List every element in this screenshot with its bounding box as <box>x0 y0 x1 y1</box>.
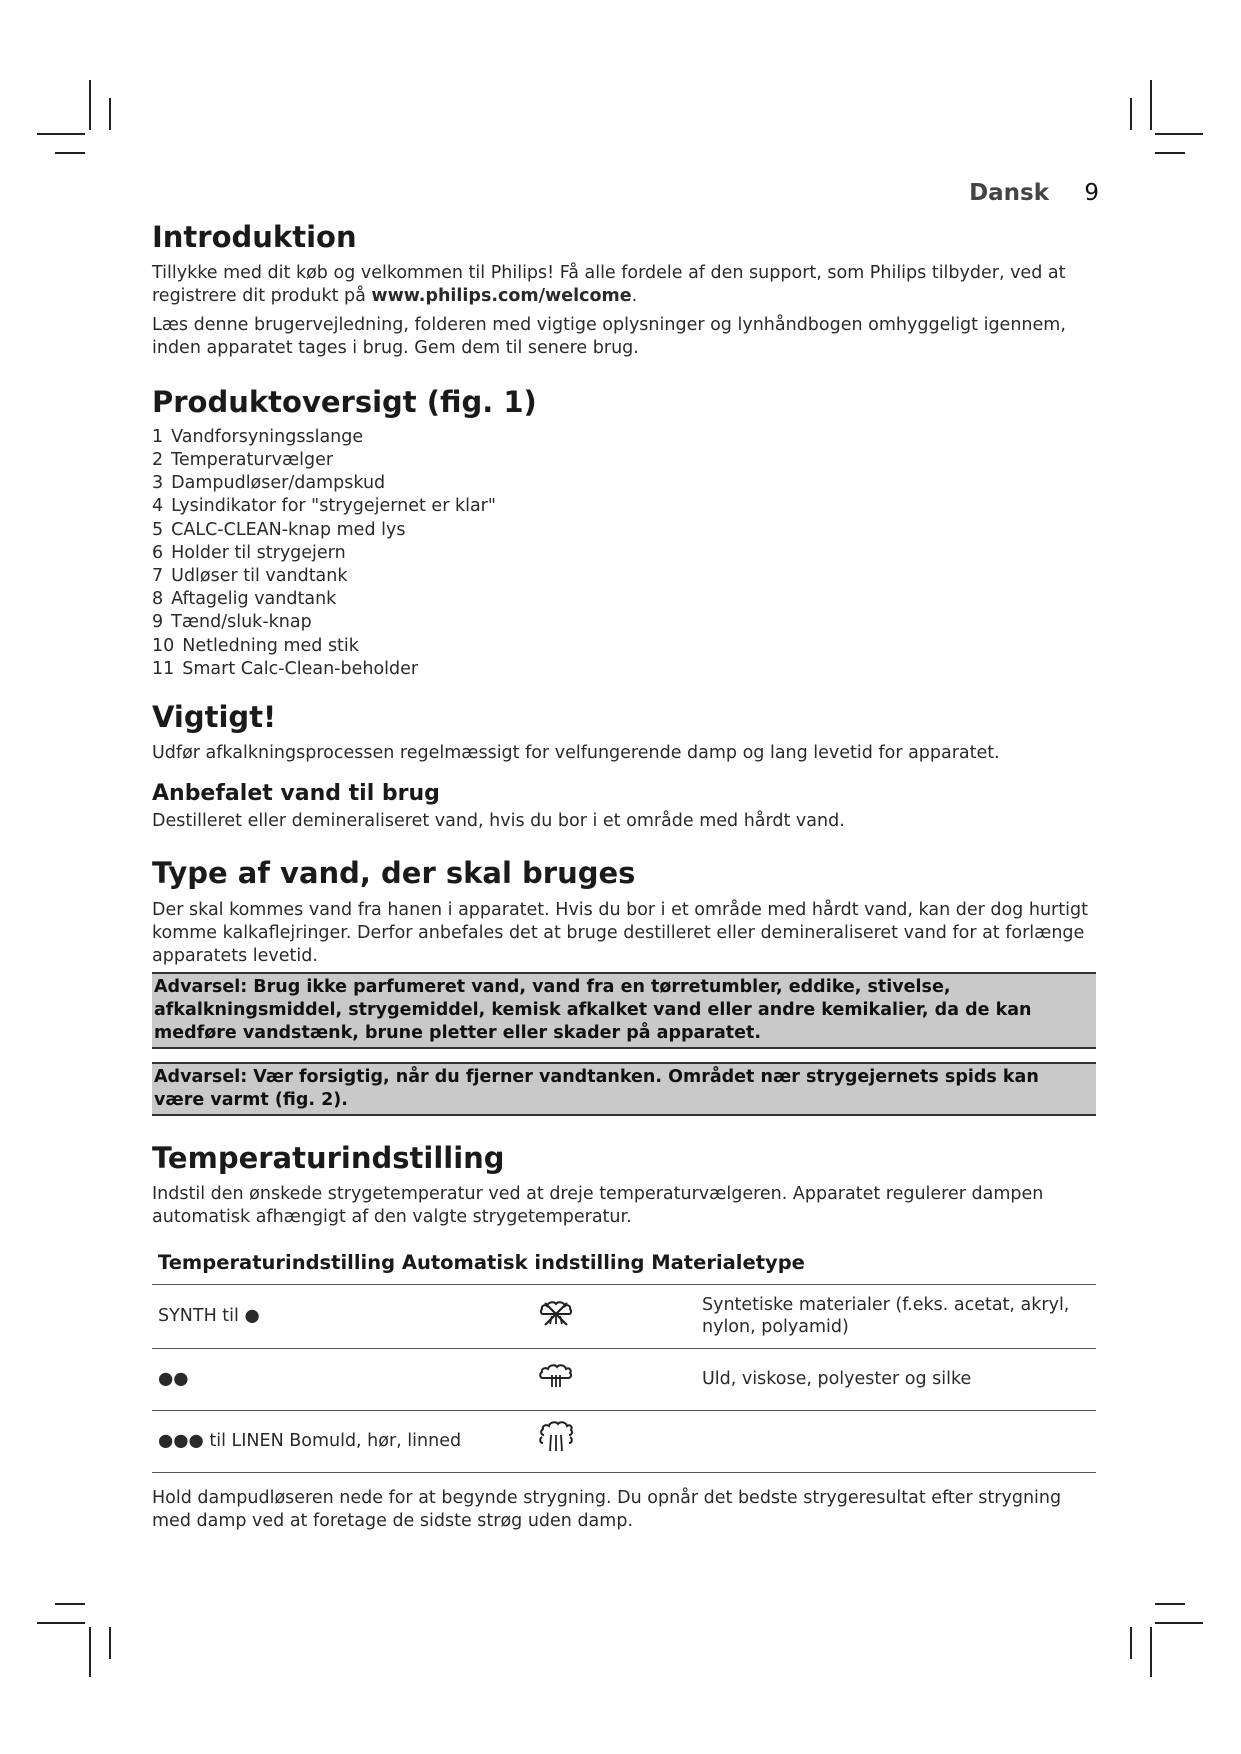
page-number: 9 <box>1084 180 1099 206</box>
warning-box-2: Advarsel: Vær forsigtig, når du fjerner vandtanken. Området nær strygejernets spids kan være varmt (fig. 2). <box>152 1062 1096 1116</box>
list-item-number: 9 <box>152 612 164 633</box>
setting-cell: ●●● til LINEN Bomuld, hør, linned <box>152 1410 529 1472</box>
overview-title: Produktoversigt (fig. 1) <box>152 385 537 420</box>
temperature-section <box>152 1142 1096 1533</box>
overview-section <box>152 386 1096 681</box>
recommended-water-title: Anbefalet vand til brug <box>152 781 440 807</box>
steam-cell <box>529 1348 696 1410</box>
list-item <box>152 658 1096 681</box>
page-content <box>152 221 1096 1533</box>
list-item-label: Vandforsyningsslange <box>171 426 364 447</box>
list-item-number: 3 <box>152 473 164 494</box>
temperature-footer-text: Hold dampudløseren nede for at begynde strygning. Du opnår det bedste strygeresultat efter strygning med damp ved at foretage de sidste strøg uden damp. <box>152 1487 1062 1531</box>
list-item <box>152 495 1096 518</box>
list-item-label: Holder til strygejern <box>171 542 346 563</box>
list-item-label: Netledning med stik <box>182 635 359 656</box>
intro-paragraph-1: Tillykke med dit køb og velkommen til Philips! Få alle fordele af den support, som Philips tilbyder, ved at registrere dit produkt på www.philips.com/welcome. <box>152 263 1066 307</box>
important-text: Udfør afkalkningsprocessen regelmæssigt for velfungerende damp og lang levetid for apparatet. <box>152 743 1000 764</box>
language-label: Dansk <box>969 180 1050 206</box>
temperature-title: Temperaturindstilling <box>152 1140 505 1175</box>
table-header: Temperaturindstilling Automatisk indstilling Materialetype <box>152 1251 1096 1285</box>
list-item-label: Aftagelig vandtank <box>171 589 337 610</box>
overview-list <box>152 426 1096 681</box>
list-item <box>152 611 1096 634</box>
list-item <box>152 472 1096 495</box>
material-cell: Uld, viskose, polyester og silke <box>696 1348 1096 1410</box>
important-section <box>152 701 1096 833</box>
recommended-water-text: Destilleret eller demineraliseret vand, hvis du bor i et område med hårdt vand. <box>152 811 845 832</box>
philips-welcome-link[interactable]: www.philips.com/welcome <box>371 286 632 307</box>
list-item <box>152 565 1096 588</box>
list-item-label: Udløser til vandtank <box>171 565 348 586</box>
list-item <box>152 588 1096 611</box>
intro-paragraph-2: Læs denne brugervejledning, folderen med vigtige oplysninger og lynhåndbogen omhyggeligt igennem, inden apparatet tages i brug. Gem dem til senere brug. <box>152 315 1066 359</box>
setting-cell: ●● <box>152 1348 529 1410</box>
list-item-number: 7 <box>152 565 164 586</box>
table-row <box>152 1348 1096 1410</box>
warning-box-1: Advarsel: Brug ikke parfumeret vand, vand fra en tørretumbler, eddike, stivelse, afkalkningsmiddel, strygemiddel, kemisk afkalket vand eller andre kemikalier, da de kan medføre vandstænk, brune pletter eller skader på apparatet. <box>152 972 1096 1049</box>
material-cell: Syntetiske materialer (f.eks. acetat, akryl, nylon, polyamid) <box>696 1284 1096 1348</box>
list-item <box>152 635 1096 658</box>
intro-section <box>152 221 1096 360</box>
list-item <box>152 519 1096 542</box>
setting-cell: SYNTH til ● <box>152 1284 529 1348</box>
list-item-number: 8 <box>152 589 164 610</box>
list-item-label: Temperaturvælger <box>171 449 334 470</box>
intro-title: Introduktion <box>152 220 357 254</box>
material-cell <box>696 1410 1096 1472</box>
important-title: Vigtigt! <box>152 699 277 734</box>
list-item-label: Tænd/sluk-knap <box>171 612 312 633</box>
list-item-number: 2 <box>152 449 164 470</box>
water-title: Type af vand, der skal bruges <box>152 856 636 891</box>
list-item <box>152 449 1096 472</box>
list-item-label: Dampudløser/dampskud <box>171 473 386 494</box>
steam-low-icon <box>537 1361 575 1397</box>
list-item <box>152 542 1096 565</box>
temperature-text: Indstil den ønskede strygetemperatur ved at dreje temperaturvælgeren. Apparatet regulerer dampen automatisk afhængigt af den valgte strygetemperatur. <box>152 1183 1044 1227</box>
table-row <box>152 1284 1096 1348</box>
water-section <box>152 857 1096 1115</box>
list-item <box>152 426 1096 449</box>
temperature-table <box>152 1251 1096 1473</box>
steam-high-icon <box>537 1421 575 1461</box>
table-row <box>152 1410 1096 1472</box>
page-header <box>969 180 1099 206</box>
list-item-number: 11 <box>152 658 175 679</box>
steam-cell <box>529 1284 696 1348</box>
list-item-number: 5 <box>152 519 164 540</box>
list-item-label: CALC-CLEAN-knap med lys <box>171 519 406 540</box>
list-item-number: 4 <box>152 496 164 517</box>
steam-off-icon <box>537 1298 575 1334</box>
steam-cell <box>529 1410 696 1472</box>
list-item-label: Smart Calc-Clean-beholder <box>182 658 419 679</box>
list-item-label: Lysindikator for "strygejernet er klar" <box>171 496 496 517</box>
water-text: Der skal kommes vand fra hanen i apparatet. Hvis du bor i et område med hårdt vand, kan der dog hurtigt komme kalkaflejringer. Derfor anbefales det at bruge destilleret eller demineraliseret vand for at forlænge apparatets levetid. <box>152 899 1088 966</box>
list-item-number: 6 <box>152 542 164 563</box>
list-item-number: 10 <box>152 635 175 656</box>
list-item-number: 1 <box>152 426 164 447</box>
